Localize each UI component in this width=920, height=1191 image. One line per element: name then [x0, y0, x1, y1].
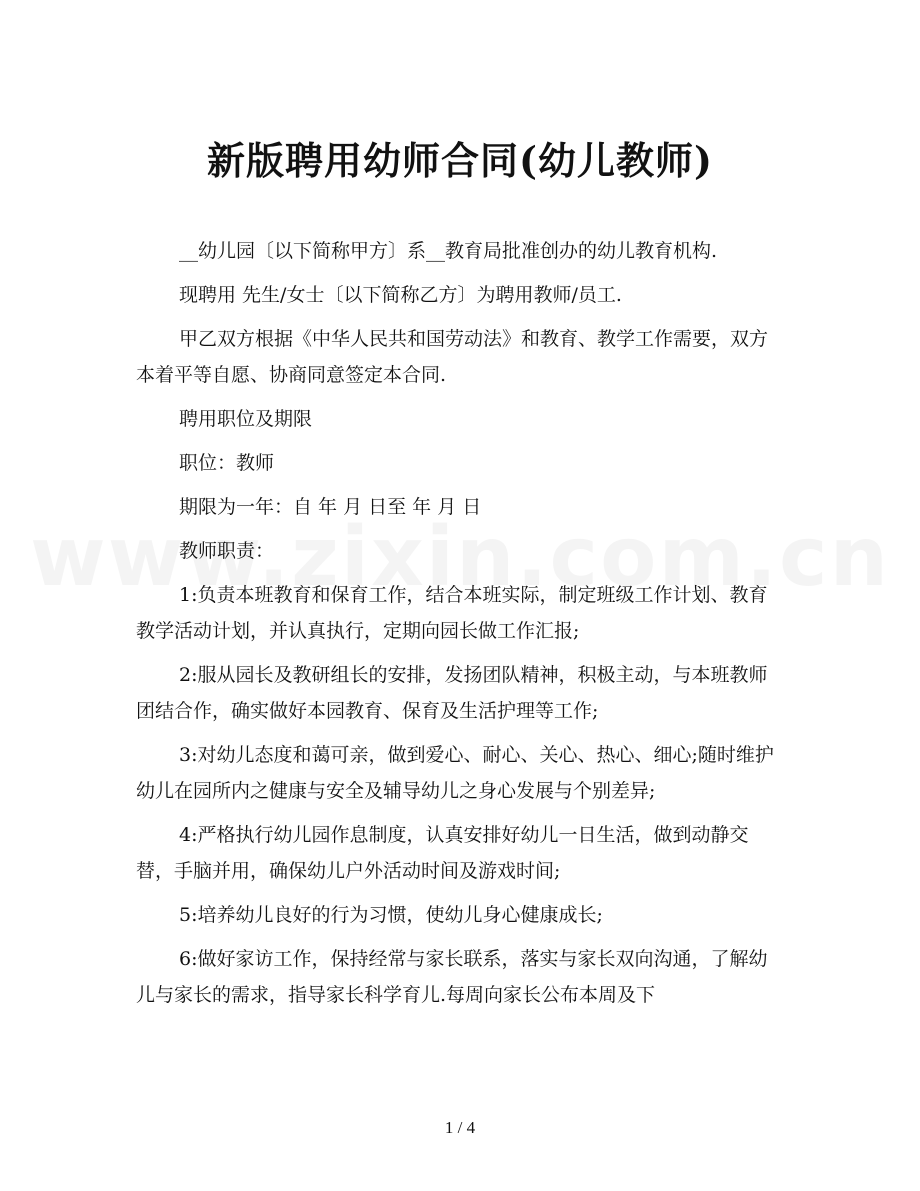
duty-item-6: 6:做好家访工作，保持经常与家长联系，落实与家长双向沟通，了解幼儿与家长的需求，指导家长科学育儿.每周向家长公布本周及下 [136, 948, 768, 1006]
paragraph-legal-basis: 甲乙双方根据《中华人民共和国劳动法》和教育、教学工作需要，双方本着平等自愿、协商同意签定本合同. [136, 328, 769, 386]
duty-item-1: 1:负责本班教育和保育工作，结合本班实际，制定班级工作计划、教育教学活动计划，并认真执行，定期向园长做工作汇报; [136, 584, 768, 642]
document-body [136, 233, 776, 1021]
paragraph-term: 期限为一年：自 年 月 日至 年 月 日 [179, 496, 482, 518]
duty-item-5: 5:培养幼儿良好的行为习惯，使幼儿身心健康成长; [179, 904, 603, 926]
paragraph-position: 职位：教师 [179, 452, 275, 474]
paragraph-intro-party-a: __幼儿园〔以下简称甲方〕系__教育局批准创办的幼儿教育机构. [179, 240, 718, 262]
paragraph-intro-party-b: 现聘用 先生/女士〔以下简称乙方〕为聘用教师/员工. [179, 284, 622, 306]
document-title: 新版聘用幼师合同(幼儿教师) [207, 138, 713, 184]
section-heading-duties: 教师职责： [179, 540, 275, 562]
duty-item-4: 4:严格执行幼儿园作息制度，认真安排好幼儿一日生活，做到动静交替，手脑并用，确保幼儿户外活动时间及游戏时间; [136, 824, 749, 882]
duty-item-2: 2:服从园长及教研组长的安排，发扬团队精神，积极主动，与本班教师团结合作，确实做好本园教育、保育及生活护理等工作; [136, 664, 768, 722]
section-heading-position-term: 聘用职位及期限 [179, 408, 313, 430]
duty-item-3: 3:对幼儿态度和蔼可亲，做到爱心、耐心、关心、热心、细心;随时维护幼儿在园所内之健康与安全及辅导幼儿之身心发展与个别差异; [136, 744, 774, 802]
page-number: 1 / 4 [444, 1118, 476, 1137]
